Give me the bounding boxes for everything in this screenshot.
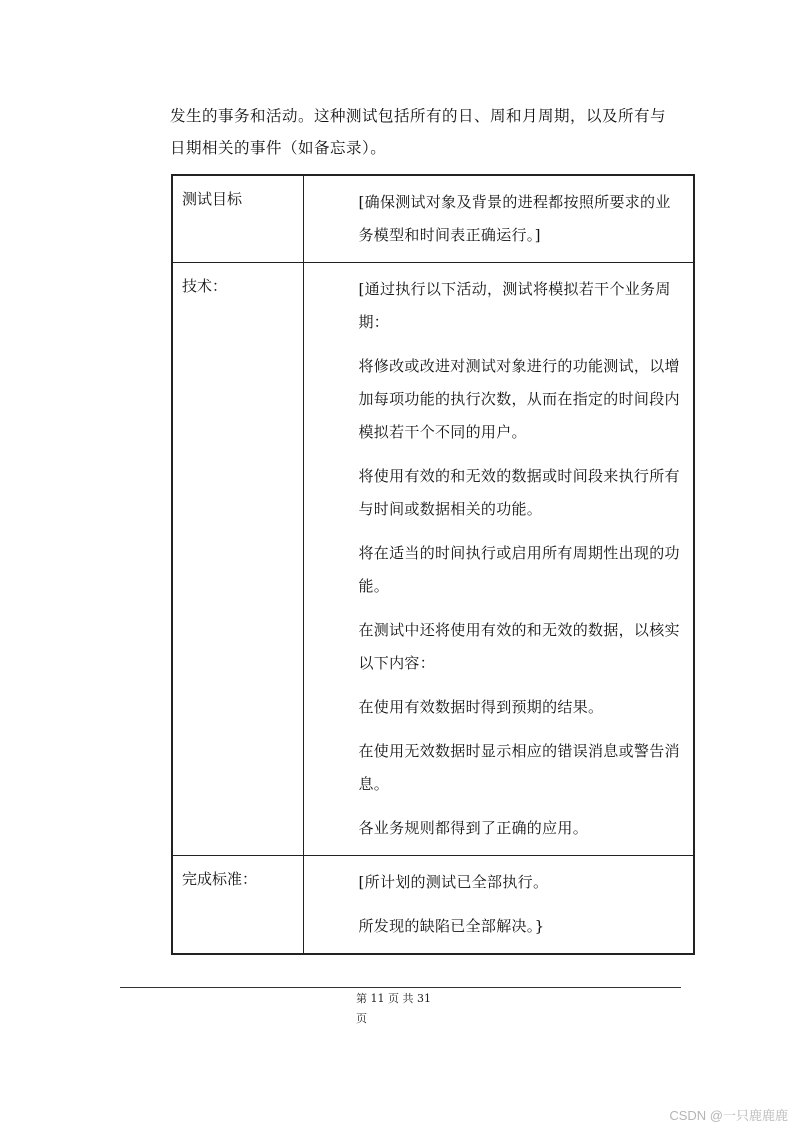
technique-label: 技术： xyxy=(172,263,303,856)
table-row-completion xyxy=(172,856,694,955)
test-spec-table xyxy=(171,174,695,955)
page-number-line-2: 页 xyxy=(356,1012,367,1025)
goal-paragraph: [确保测试对象及背景的进程都按照所要求的业务模型和时间表正确运行。] xyxy=(358,193,671,244)
technique-paragraph: 将修改或改进对测试对象进行的功能测试，以增加每项功能的执行次数，从而在指定的时间段内模拟若干个不同的用户。 xyxy=(358,357,680,441)
technique-paragraph: 将在适当的时间执行或启用所有周期性出现的功能。 xyxy=(358,544,680,595)
goal-content xyxy=(303,175,694,263)
completion-label: 完成标准： xyxy=(172,856,303,955)
page-number-line-1: 第 11 页 共 31 xyxy=(356,992,431,1005)
technique-paragraph: 将使用有效的和无效的数据或时间段来执行所有与时间或数据相关的功能。 xyxy=(358,467,680,518)
watermark: CSDN @一只鹿鹿鹿 xyxy=(669,1108,788,1123)
intro-line-1: 发生的事务和活动。这种测试包括所有的日、周和月周期，以及所有与 xyxy=(170,107,667,125)
goal-label: 测试目标 xyxy=(172,175,303,263)
technique-paragraph: 各业务规则都得到了正确的应用。 xyxy=(358,819,589,837)
table-row-technique xyxy=(172,263,694,856)
page-footer xyxy=(356,989,431,1029)
completion-paragraph: 所发现的缺陷已全部解决。} xyxy=(358,917,545,935)
technique-content xyxy=(303,263,694,856)
completion-paragraph: [所计划的测试已全部执行。 xyxy=(358,873,549,891)
completion-content xyxy=(303,856,694,955)
intro-line-2: 日期相关的事件（如备忘录）。 xyxy=(170,139,387,157)
technique-paragraph: 在使用有效数据时得到预期的结果。 xyxy=(358,698,604,716)
intro-paragraph xyxy=(170,100,690,164)
table-row-goal xyxy=(172,175,694,263)
technique-paragraph: 在测试中还将使用有效的和无效的数据，以核实以下内容： xyxy=(358,621,680,672)
technique-paragraph: [通过执行以下活动，测试将模拟若干个业务周期： xyxy=(358,280,671,331)
technique-paragraph: 在使用无效数据时显示相应的错误消息或警告消息。 xyxy=(358,742,680,793)
footer-divider xyxy=(120,987,681,988)
